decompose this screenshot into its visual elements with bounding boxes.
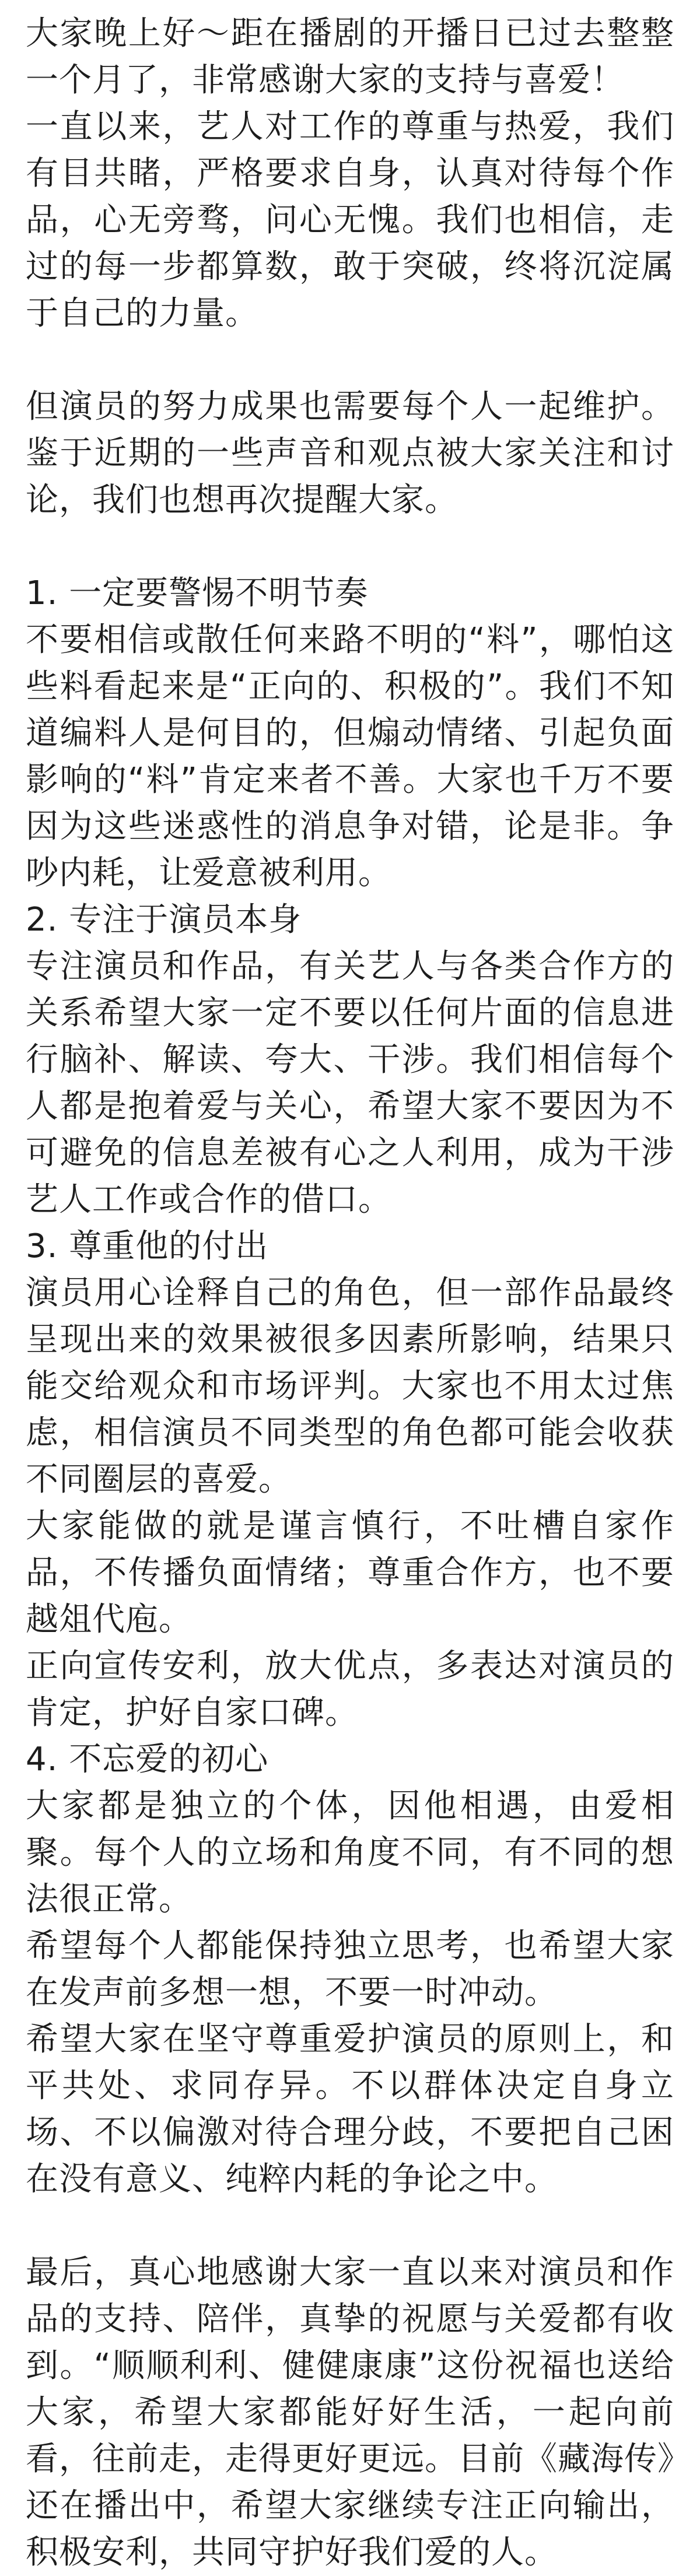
- section-heading-1: 1. 一定要警惕不明节奏: [26, 574, 369, 612]
- paragraph-spacer: [26, 337, 674, 384]
- section-1-paragraph: 不要相信或散任何来路不明的“料”，哪怕这些料看起来是“正向的、积极的”。我们不知道编料人是何目的，但煽动情绪、引起负面影响的“料”肯定来者不善。大家也千万不要因为这些迷惑性的消息争对错，论是非。争吵内耗，让爱意被利用。: [26, 621, 674, 892]
- greeting-paragraph: 大家晚上好～距在播剧的开播日已过去整整一个月了，非常感谢大家的支持与喜爱！: [26, 15, 674, 99]
- closing-paragraph: 最后，真心地感谢大家一直以来对演员和作品的支持、陪伴，真挚的祝愿与关爱都有收到。“顺顺利利、健健康康”这份祝福也送给大家，希望大家都能好好生活，一起向前看，往前走，走得更好更远。目前《藏海传》还在播出中，希望大家继续专注正向输出，积极安利，共同守护好我们爱的人。: [26, 2254, 674, 2571]
- paragraph-spacer: [26, 524, 674, 570]
- section-4-paragraph-3: 希望大家在坚守尊重爱护演员的原则上，和平共处、求同存异。不以群体决定自身立场、不以偏激对待合理分歧，不要把自己困在没有意义、纯粹内耗的争论之中。: [26, 2020, 674, 2198]
- section-3-paragraph-3: 正向宣传安利，放大优点，多表达对演员的肯定，护好自家口碑。: [26, 1647, 674, 1732]
- section-3-paragraph-1: 演员用心诠释自己的角色，但一部作品最终呈现出来的效果被很多因素所影响，结果只能交给观众和市场评判。大家也不用太过焦虑，相信演员不同类型的角色都可能会收获不同圈层的喜爱。: [26, 1274, 674, 1498]
- section-heading-2: 2. 专注于演员本身: [26, 901, 302, 939]
- section-3-paragraph-2: 大家能做的就是谨言慎行，不吐槽自家作品，不传播负面情绪；尊重合作方，也不要越俎代庖。: [26, 1507, 674, 1638]
- section-2-paragraph: 专注演员和作品，有关艺人与各类合作方的关系希望大家一定不要以任何片面的信息进行脑补、解读、夸大、干涉。我们相信每个人都是抱着爱与关心，希望大家不要因为不可避免的信息差被有心之人利用，成为干涉艺人工作或合作的借口。: [26, 947, 674, 1219]
- reminder-paragraph: 但演员的努力成果也需要每个人一起维护。鉴于近期的一些声音和观点被大家关注和讨论，我们也想再次提醒大家。: [26, 388, 674, 519]
- section-4-paragraph-1: 大家都是独立的个体，因他相遇，由爱相聚。每个人的立场和角度不同，有不同的想法很正常。: [26, 1787, 674, 1918]
- section-4-paragraph-2: 希望每个人都能保持独立思考，也希望大家在发声前多想一想，不要一时冲动。: [26, 1927, 674, 2012]
- section-heading-3: 3. 尊重他的付出: [26, 1227, 269, 1265]
- intro-paragraph: 一直以来，艺人对工作的尊重与热爱，我们有目共睹，严格要求自身，认真对待每个作品，心无旁骛，问心无愧。我们也相信，走过的每一步都算数，敢于突破，终将沉淀属于自己的力量。: [26, 108, 674, 332]
- section-heading-4: 4. 不忘爱的初心: [26, 1740, 269, 1778]
- paragraph-spacer: [26, 2203, 674, 2249]
